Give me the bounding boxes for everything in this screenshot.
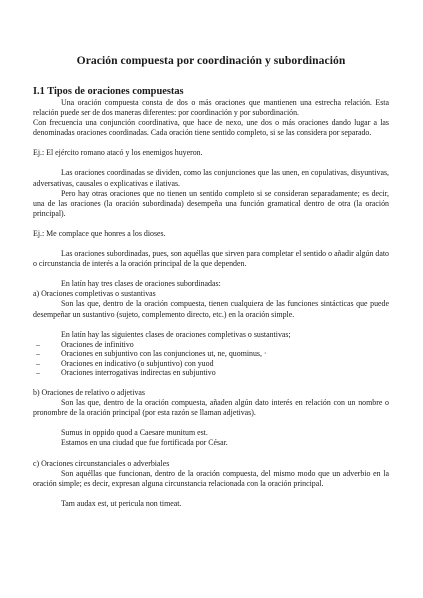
- dash-bullet: –: [36, 368, 40, 378]
- dash-bullet: –: [36, 358, 40, 368]
- subsection-c-heading: c) Oraciones circunstanciales o adverbiales: [33, 458, 170, 468]
- list-item: – Oraciones de infinitivo: [36, 339, 134, 349]
- dash-bullet: –: [36, 349, 40, 359]
- example-spanish: Estamos en una ciudad que fue fortificada por César.: [61, 438, 228, 448]
- subsection-a-text: Son las que, dentro de la oración compuesta, tienen cualquiera de las funciones sintácticas que puede desempeñar un sustantivo (sujeto, complemento directo, etc.) en la oración simple.: [33, 299, 389, 319]
- subsection-b-text: Son las que, dentro de la oración compuesta, añaden algún dato interés en relación con un nombre o pronombre de la oración principal (por esta razón se llaman adjetivas).: [33, 398, 389, 418]
- subsection-b-heading: b) Oraciones de relativo o adjetivas: [33, 388, 145, 398]
- completive-list-intro: En latín hay las siguientes clases de oraciones completivas o sustantivas;: [61, 329, 291, 339]
- section-heading: I.1 Tipos de oraciones compuestas: [33, 86, 184, 97]
- paragraph-subordinate-definition: Las oraciones subordinadas, pues, son aquéllas que sirven para completar el sentido o añadir algún dato o circunstancia de interés a la oración principal de la que dependen.: [33, 249, 389, 269]
- paragraph-subordinate-classes: En latín hay tres clases de oraciones subordinadas:: [61, 279, 221, 289]
- list-item: – Oraciones en indicativo (o subjuntivo) con yuod: [36, 358, 214, 368]
- paragraph-coordinate-types: Las oraciones coordinadas se dividen, como las conjunciones que las unen, en copulativas, disyuntivas, adversativas, causales o explicativas e ilativas.: [33, 168, 389, 188]
- paragraph-subordination: Pero hay otras oraciones que no tienen un sentido completo si se consideran separadamente; es decir, una de las oraciones (la oración subordinada) desempeña una función gramatical dentro de otra (la oración principal).: [33, 188, 389, 218]
- paragraph-intro: Una oración compuesta consta de dos o más oraciones que mantienen una estrecha relación. Esta relación puede ser de dos maneras diferentes: por coordinación y por subordinación.: [33, 98, 389, 118]
- paragraph-coordination: Con frecuencia una conjunción coordinativa, que hace de nexo, une dos o más oraciones dando lugar a las denominadas oraciones coordinadas. Cada oración tiene sentido completo, si se las considera por separado.: [33, 118, 389, 138]
- list-item: – Oraciones en subjuntivo con las conjunciones ut, ne, quominus, ·: [36, 349, 267, 359]
- list-item: – Oraciones interrogativas indirectas en subjuntivo: [36, 368, 216, 378]
- example-adverbial: Tam audax est, ut pericula non timeat.: [61, 498, 182, 508]
- example-coordination: Ej.: El ejército romano atacó y los enemigos huyeron.: [33, 148, 203, 158]
- subsection-c-text: Son aquéllas que funcionan, dentro de la oración compuesta, del mismo modo que un adverbio en la oración simple; es decir, expresan alguna circunstancia relacionada con la oración principal.: [33, 468, 389, 488]
- example-subordination: Ej.: Me complace que honres a los dioses.: [33, 228, 166, 238]
- dash-bullet: –: [36, 339, 40, 349]
- subsection-a-heading: a) Oraciones completivas o sustantivas: [33, 289, 156, 299]
- relative-example: [61, 428, 389, 448]
- completive-list: [33, 340, 389, 378]
- example-latin: Sumus in oppido quod a Caesare munitum est.: [61, 428, 208, 438]
- page-title: Oración compuesta por coordinación y subordinación: [76, 54, 346, 67]
